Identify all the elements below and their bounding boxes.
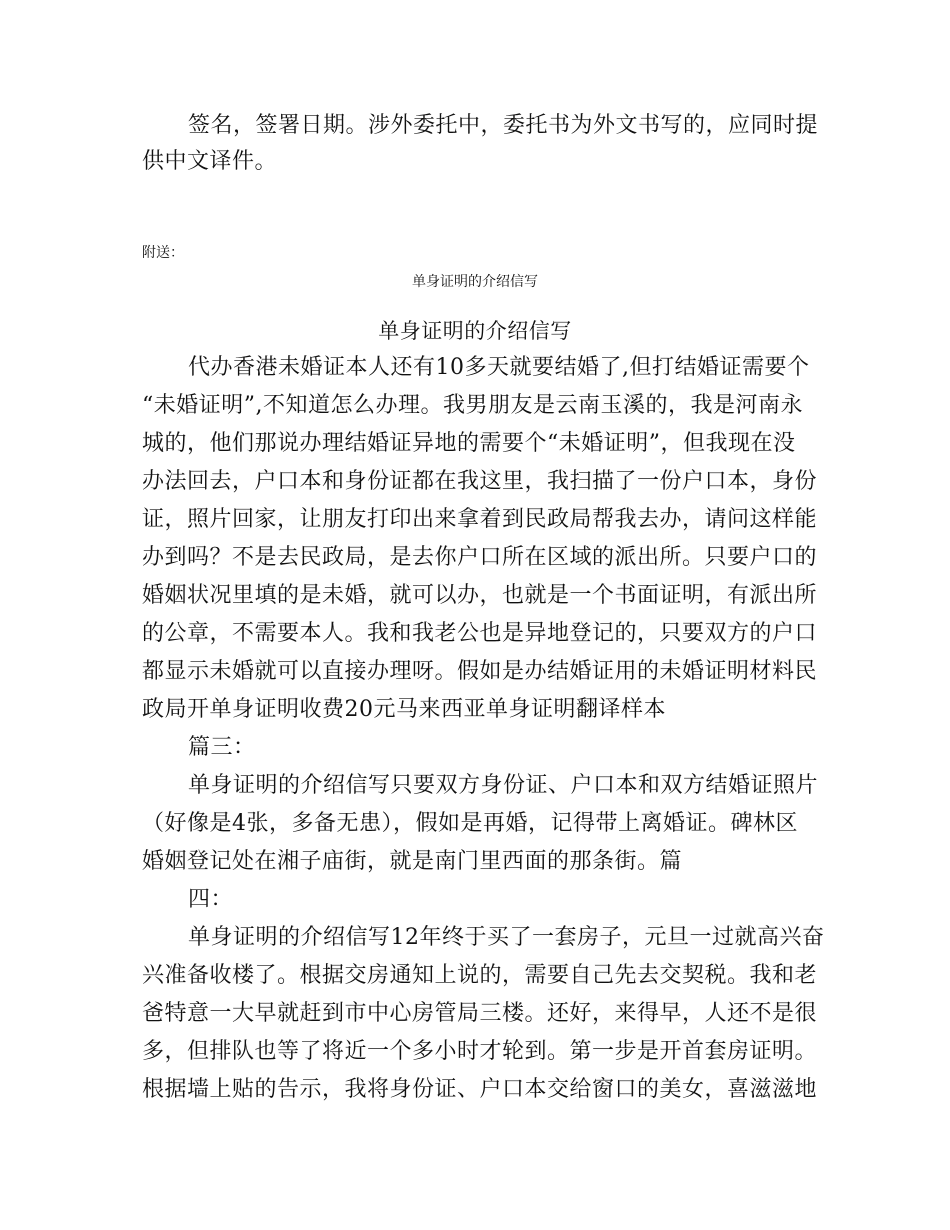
- intro-line: 签名，签署日期。涉外委托中，委托书为外文书写的，应同时提: [188, 113, 819, 138]
- paragraph-line: 的公章，不需要本人。我和我老公也是异地登记的，只要双方的户口: [142, 621, 818, 646]
- small-title: 单身证明的介绍信写: [412, 274, 538, 290]
- paragraph-line: “未婚证明”,不知道怎么办理。我男朋友是云南玉溪的，我是河南永: [142, 393, 803, 418]
- paragraph-line: 根据墙上贴的告示，我将身份证、户口本交给窗口的美女，喜滋滋地: [142, 1077, 818, 1102]
- paragraph-line: （好像是4张，多备无患），假如是再婚，记得带上离婚证。碑林区: [142, 811, 798, 836]
- attachment-label: 附送：: [142, 245, 184, 261]
- paragraph-line: 多，但排队也等了将近一个多小时才轮到。第一步是开首套房证明。: [142, 1039, 818, 1064]
- paragraph-line: 都显示未婚就可以直接办理呀。假如是办结婚证用的未婚证明材料民: [142, 659, 818, 684]
- paragraph-line: 兴准备收楼了。根据交房通知上说的，需要自己先去交契税。我和老: [142, 963, 818, 988]
- section-label: 篇三：: [188, 735, 256, 760]
- paragraph-line: 代办香港未婚证本人还有10多天就要结婚了,但打结婚证需要个: [188, 355, 810, 380]
- paragraph-line: 婚姻状况里填的是未婚，就可以办，也就是一个书面证明，有派出所: [142, 583, 818, 608]
- document-title: 单身证明的介绍信写: [378, 319, 572, 343]
- section-label: 四：: [188, 887, 234, 912]
- paragraph-line: 爸特意一大早就赶到市中心房管局三楼。还好，来得早，人还不是很: [142, 1001, 818, 1026]
- paragraph-line: 办到吗？不是去民政局，是去你户口所在区域的派出所。只要户口的: [142, 545, 818, 570]
- paragraph-line: 证，照片回家，让朋友打印出来拿着到民政局帮我去办，请问这样能: [142, 507, 818, 532]
- paragraph-line: 办法回去，户口本和身份证都在我这里，我扫描了一份户口本，身份: [142, 469, 818, 494]
- intro-line: 供中文译件。: [142, 149, 278, 174]
- paragraph-line: 单身证明的介绍信写只要双方身份证、户口本和双方结婚证照片: [188, 773, 819, 798]
- paragraph-line: 政局开单身证明收费20元马来西亚单身证明翻译样本: [142, 697, 666, 722]
- paragraph-line: 城的，他们那说办理结婚证异地的需要个“未婚证明”，但我现在没: [142, 431, 796, 456]
- paragraph-line: 单身证明的介绍信写12年终于买了一套房子，元旦一过就高兴奋: [188, 925, 825, 950]
- paragraph-line: 婚姻登记处在湘子庙街，就是南门里西面的那条街。篇: [142, 849, 683, 874]
